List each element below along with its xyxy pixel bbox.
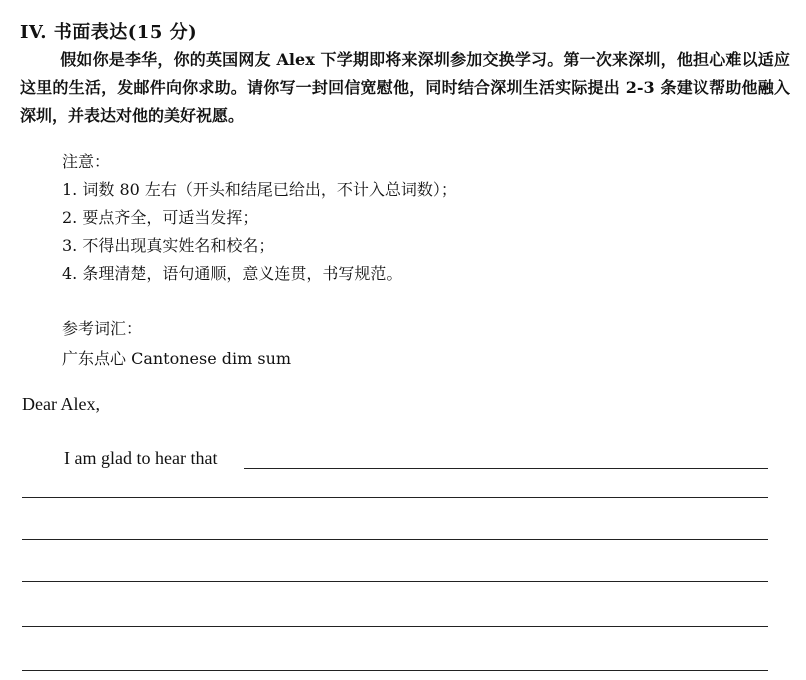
notes-section bbox=[62, 148, 457, 288]
answer-line[interactable] bbox=[22, 539, 768, 540]
section-title: IV. 书面表达(15 分) bbox=[20, 22, 198, 43]
note-item: 4. 条理清楚，语句通顺，意义连贯，书写规范。 bbox=[62, 264, 403, 283]
answer-line[interactable] bbox=[22, 670, 768, 671]
answer-line[interactable] bbox=[22, 497, 768, 498]
vocabulary-label: 参考词汇： bbox=[62, 319, 143, 338]
note-item: 1. 词数 80 左右（开头和结尾已给出，不计入总词数）； bbox=[62, 180, 457, 199]
letter-greeting: Dear Alex, bbox=[22, 394, 100, 414]
answer-line[interactable] bbox=[244, 468, 768, 469]
writing-prompt bbox=[20, 46, 790, 130]
vocabulary-section bbox=[62, 314, 291, 374]
answer-line[interactable] bbox=[22, 581, 768, 582]
prompt-text: 假如你是李华，你的英国网友 Alex 下学期即将来深圳参加交换学习。第一次来深圳，他担心难以适应这里的生活，发邮件向你求助。请你写一封回信宽慰他，同时结合深圳生活实际提出 2-3 条建议帮助他融入深圳，并表达对他的美好祝愿。 bbox=[20, 50, 790, 125]
notes-label: 注意： bbox=[62, 152, 111, 171]
answer-line[interactable] bbox=[22, 626, 768, 627]
note-item: 3. 不得出现真实姓名和校名； bbox=[62, 236, 275, 255]
note-item: 2. 要点齐全，可适当发挥； bbox=[62, 208, 259, 227]
vocabulary-entry: 广东点心 Cantonese dim sum bbox=[62, 349, 292, 368]
letter-opening: I am glad to hear that bbox=[64, 448, 218, 468]
